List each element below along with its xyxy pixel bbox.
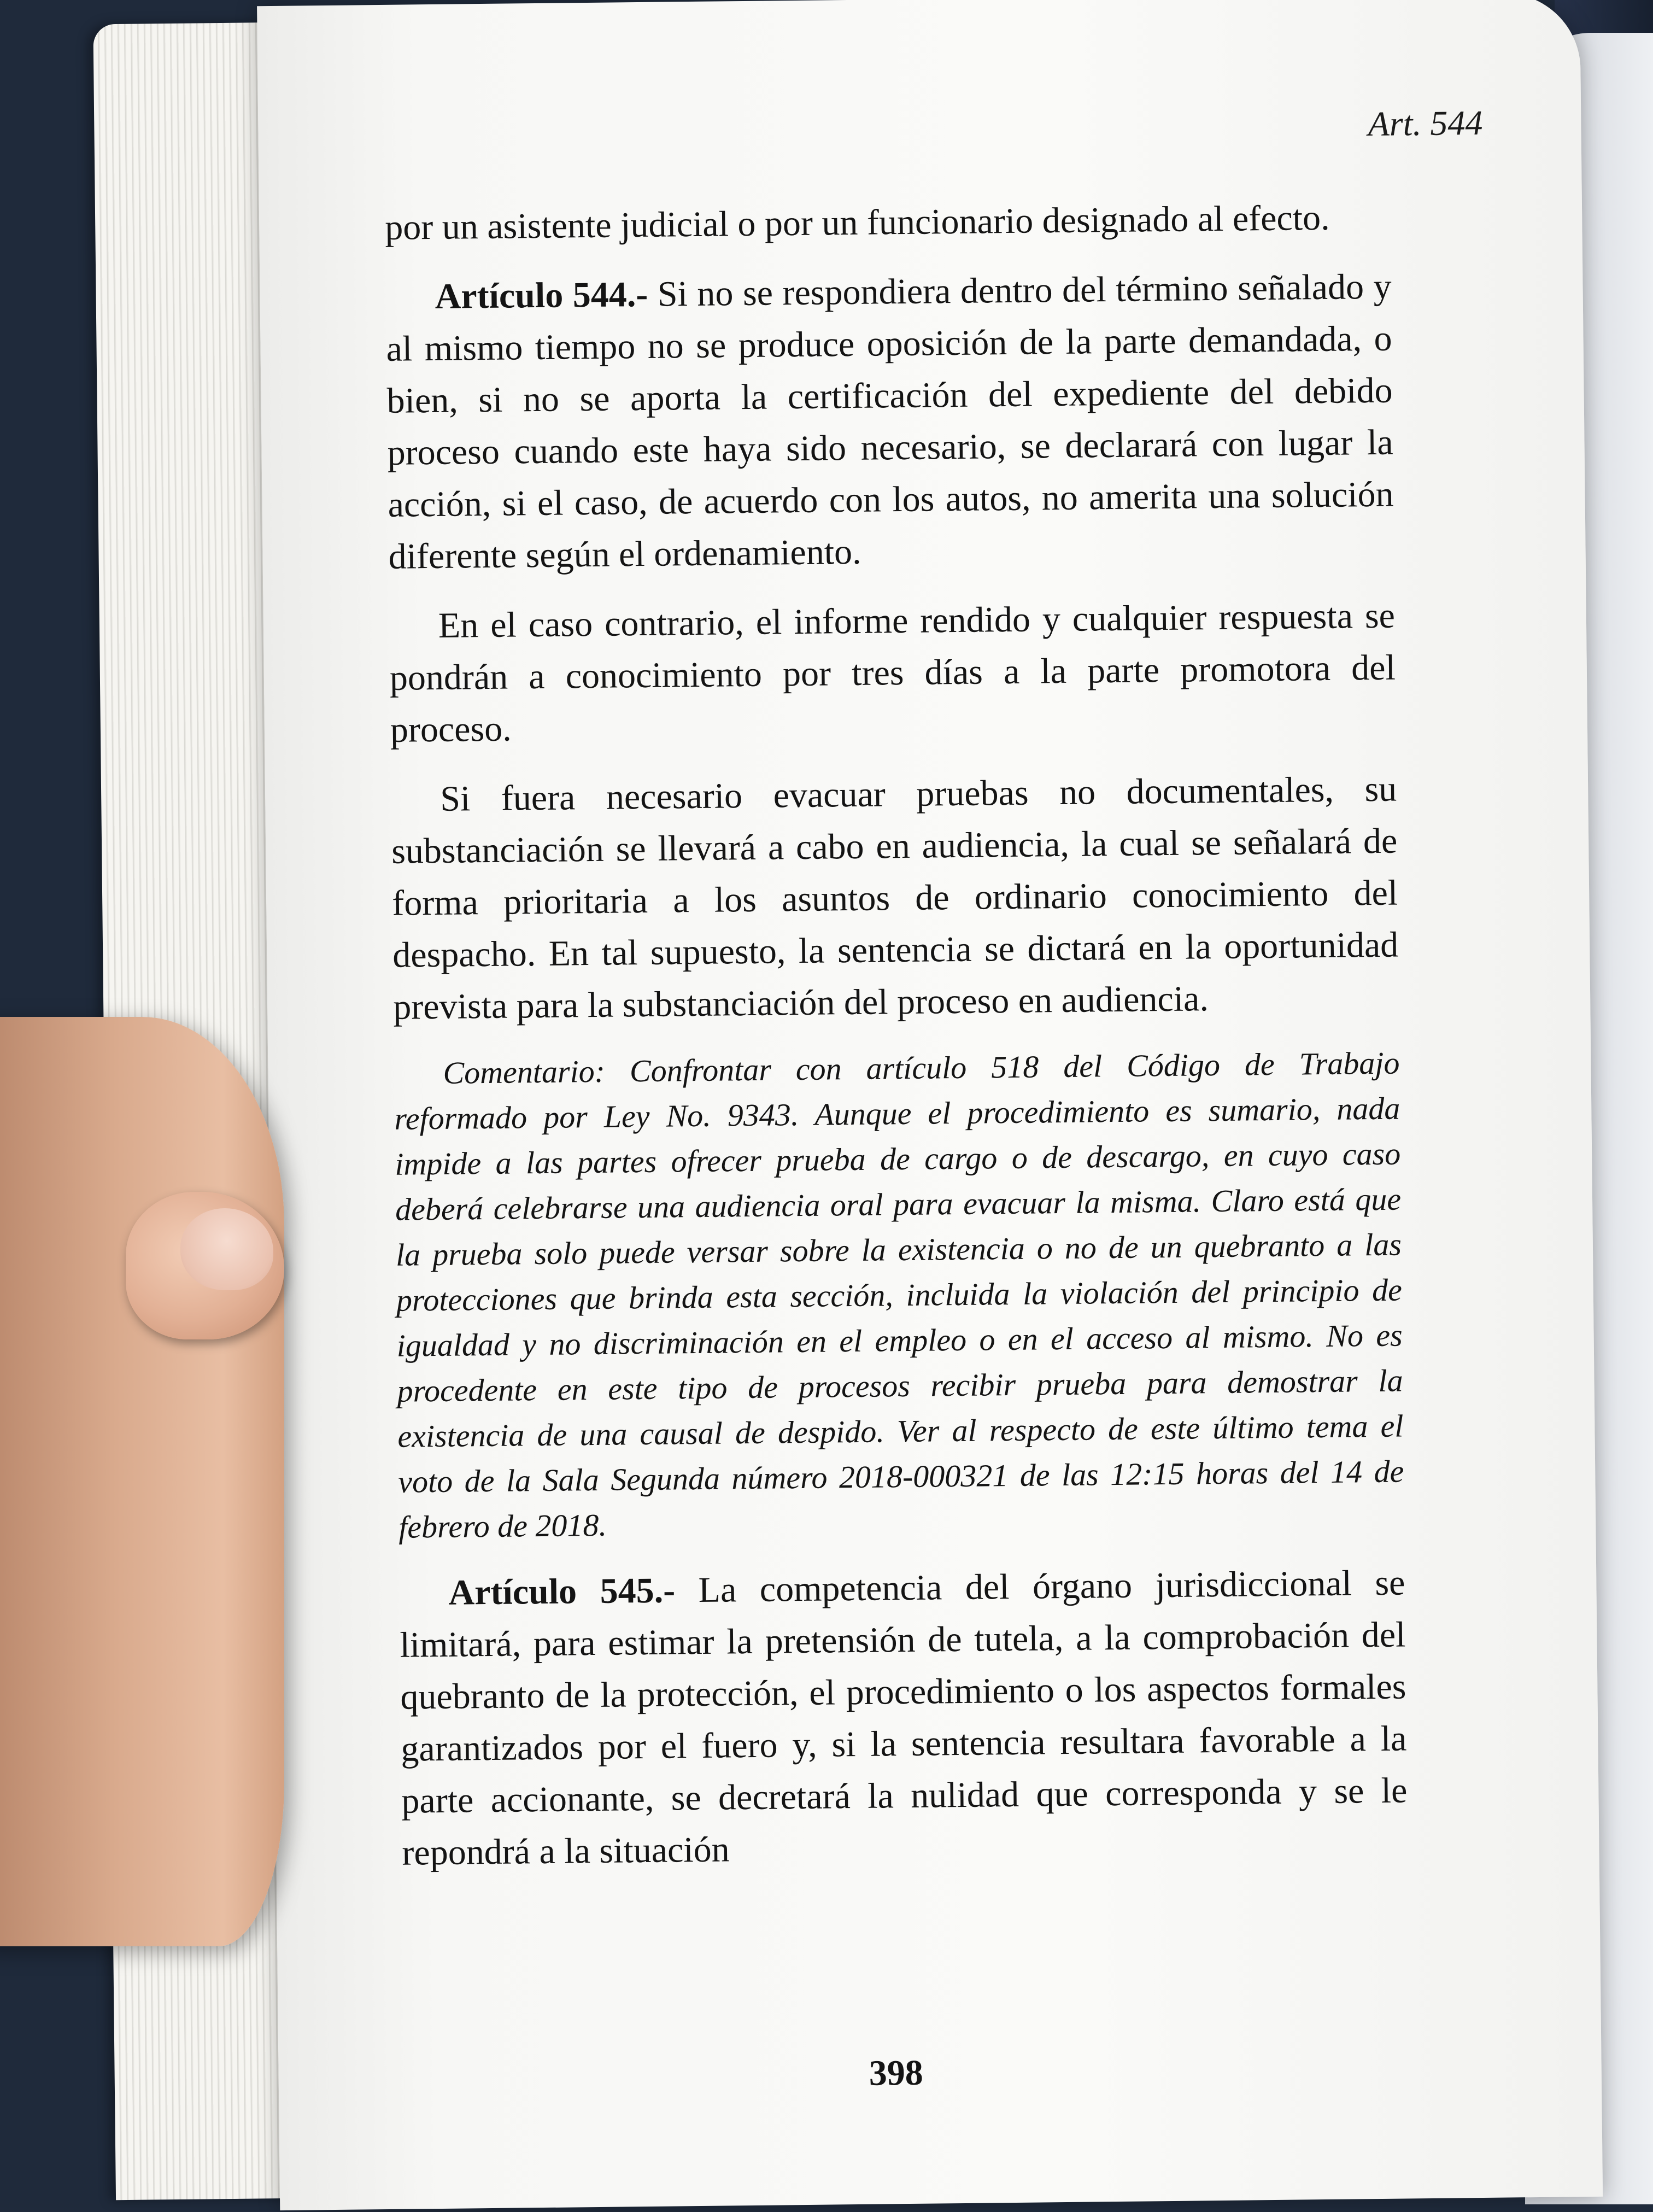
commentary: Comentario: Confrontar con artículo 518 del Código de Trabajo reformado por Ley No. 9343. Aunque el procedimiento es sumario, nada impide a las partes ofrecer prueba de cargo o de descargo, en cuyo caso deberá celebrarse una audiencia oral para evacuar la misma. Claro está que la prueba solo puede versar sobre la existencia o no de un quebranto a las protecciones que brinda esta sección, incluida la violación del principio de igualdad y no discriminación en el empleo o en el acceso al mismo. No es procedente en este tipo de procesos recibir prueba para demostrar la existencia de una causal de despido. Ver al respecto de este último tema el voto de la Sala Segunda número 2018-000321 de las 12:15 horas del 14 de febrero de 2018.	[394, 1045, 1404, 1545]
page-text	[385, 191, 1408, 1897]
article-545-label: Artículo 545.-	[448, 1570, 676, 1613]
article-544-text: Si no se respondiera dentro del término señalado y al mismo tiempo no se produce oposición de la parte demandada, o bien, si no se aporta la certificación del expediente del debido proceso cuando este haya sido necesario, se declarará con lugar la acción, si el caso, de acuerdo con los autos, no amerita una solución diferente según el ordenamiento.	[386, 266, 1394, 577]
paragraph-contrary-case: En el caso contrario, el informe rendido y cualquier respuesta se pondrán a conocimiento por tres días a la parte promotora del proceso.	[389, 595, 1396, 750]
article-545-text: La competencia del órgano jurisdiccional se limitará, para estimar la pretensión de tutela, a la comprobación del quebranto de la protección, el procedimiento o los aspectos formales garantizados por el fuero y, si la sentencia resultara favorable a la parte accionante, se decretará la nulidad que corresponda y se le repondrá a la situación	[400, 1563, 1408, 1873]
hand	[0, 1017, 284, 1946]
paragraph-continuation: por un asistente judicial o por un funcionario designado al efecto.	[384, 197, 1330, 248]
page-number: 398	[869, 2052, 924, 2093]
paragraph-evidence: Si fuera necesario evacuar pruebas no documentales, su substanciación se llevará a cabo en audiencia, la cual se señalará de forma prioritaria a los asuntos de ordinario conocimiento del despacho. En tal supuesto, la sentencia se dictará en la oportunidad prevista para la substanciación del proceso en audiencia.	[391, 769, 1399, 1027]
article-545-paragraph	[399, 1556, 1408, 1879]
article-544-label: Artículo 544.-	[435, 274, 648, 317]
running-header: Art. 544	[1368, 103, 1483, 144]
book	[93, 0, 1625, 2212]
article-544-paragraph	[385, 261, 1394, 583]
